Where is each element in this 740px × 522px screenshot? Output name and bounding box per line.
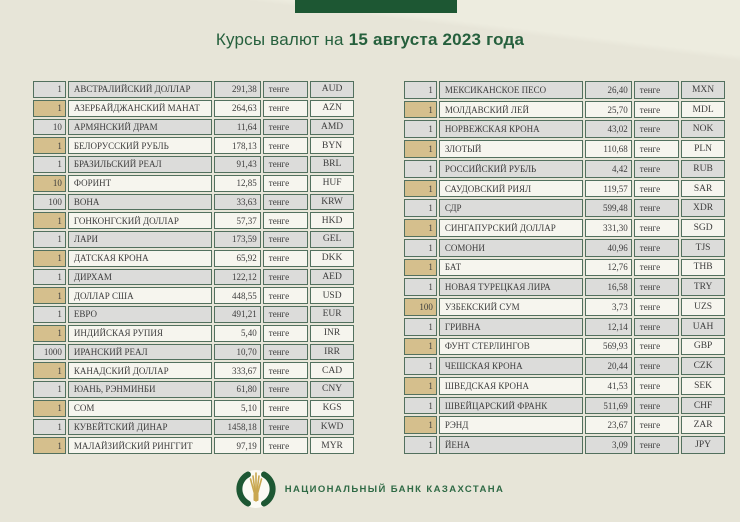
currency-name-cell: БЕЛОРУССКИЙ РУБЛЬ	[68, 137, 212, 154]
currency-name-cell: ШВЕЙЦАРСКИЙ ФРАНК	[439, 397, 583, 415]
currency-code-cell: KWD	[310, 419, 354, 436]
currency-name-cell: АЗЕРБАЙДЖАНСКИЙ МАНАТ	[68, 100, 212, 117]
rate-row	[33, 212, 354, 229]
rate-value-cell: 40,96	[585, 239, 632, 257]
quantity-cell: 1	[33, 250, 66, 267]
rate-row	[404, 318, 725, 336]
rate-row	[404, 160, 725, 178]
rate-value-cell: 331,30	[585, 219, 632, 237]
rate-row	[404, 180, 725, 198]
quantity-cell: 1	[404, 180, 437, 198]
rates-table-right	[402, 79, 727, 456]
rate-value-cell: 291,38	[214, 81, 261, 98]
currency-code-cell: CHF	[681, 397, 725, 415]
currency-name-cell: СДР	[439, 199, 583, 217]
currency-code-cell: THB	[681, 259, 725, 277]
currency-code-cell: AUD	[310, 81, 354, 98]
currency-code-cell: MYR	[310, 437, 354, 454]
currency-code-cell: JPY	[681, 436, 725, 454]
currency-name-cell: ДАТСКАЯ КРОНА	[68, 250, 212, 267]
currency-code-cell: IRR	[310, 344, 354, 361]
currency-name-cell: НОРВЕЖСКАЯ КРОНА	[439, 120, 583, 138]
unit-cell: тенге	[263, 400, 308, 417]
rate-row	[404, 101, 725, 119]
currency-code-cell: UAH	[681, 318, 725, 336]
currency-code-cell: HUF	[310, 175, 354, 192]
rate-row	[33, 306, 354, 323]
quantity-cell: 100	[404, 298, 437, 316]
quantity-cell: 1000	[33, 344, 66, 361]
rate-value-cell: 5,10	[214, 400, 261, 417]
rate-value-cell: 10,70	[214, 344, 261, 361]
rate-row	[33, 137, 354, 154]
rate-value-cell: 122,12	[214, 269, 261, 286]
currency-name-cell: ЗЛОТЫЙ	[439, 140, 583, 158]
currency-code-cell: CNY	[310, 381, 354, 398]
currency-code-cell: SGD	[681, 219, 725, 237]
quantity-cell: 1	[404, 397, 437, 415]
quantity-cell: 1	[404, 101, 437, 119]
unit-cell: тенге	[634, 357, 679, 375]
unit-cell: тенге	[634, 140, 679, 158]
currency-name-cell: РЭНД	[439, 416, 583, 434]
title-date: 15 августа 2023 года	[348, 30, 525, 49]
rate-row	[33, 175, 354, 192]
rate-row	[404, 357, 725, 375]
currency-name-cell: МОЛДАВСКИЙ ЛЕЙ	[439, 101, 583, 119]
footer	[0, 467, 740, 511]
quantity-cell: 1	[33, 156, 66, 173]
rate-row	[33, 287, 354, 304]
currency-code-cell: AMD	[310, 119, 354, 136]
unit-cell: тенге	[263, 175, 308, 192]
rate-row	[404, 81, 725, 99]
quantity-cell: 1	[404, 278, 437, 296]
quantity-cell: 1	[404, 140, 437, 158]
currency-name-cell: ЛАРИ	[68, 231, 212, 248]
quantity-cell: 1	[404, 357, 437, 375]
currency-name-cell: САУДОВСКИЙ РИЯЛ	[439, 180, 583, 198]
currency-code-cell: GBP	[681, 338, 725, 356]
currency-name-cell: ДОЛЛАР США	[68, 287, 212, 304]
quantity-cell: 1	[33, 287, 66, 304]
quantity-cell: 1	[404, 338, 437, 356]
bank-name: НАЦИОНАЛЬНЫЙ БАНК КАЗАХСТАНА	[284, 483, 505, 495]
quantity-cell: 1	[33, 269, 66, 286]
unit-cell: тенге	[634, 81, 679, 99]
currency-code-cell: DKK	[310, 250, 354, 267]
rate-value-cell: 3,73	[585, 298, 632, 316]
currency-name-cell: УЗБЕКСКИЙ СУМ	[439, 298, 583, 316]
unit-cell: тенге	[263, 381, 308, 398]
rate-row	[404, 259, 725, 277]
quantity-cell: 1	[33, 381, 66, 398]
rate-value-cell: 11,64	[214, 119, 261, 136]
unit-cell: тенге	[634, 180, 679, 198]
rate-value-cell: 569,93	[585, 338, 632, 356]
currency-code-cell: UZS	[681, 298, 725, 316]
rate-row	[33, 156, 354, 173]
quantity-cell: 1	[33, 419, 66, 436]
currency-name-cell: БРАЗИЛЬСКИЙ РЕАЛ	[68, 156, 212, 173]
rate-row	[33, 362, 354, 379]
currency-name-cell: ЕВРО	[68, 306, 212, 323]
unit-cell: тенге	[263, 269, 308, 286]
currency-name-cell: ВОНА	[68, 194, 212, 211]
rate-row	[404, 377, 725, 395]
unit-cell: тенге	[634, 377, 679, 395]
quantity-cell: 1	[404, 219, 437, 237]
rate-value-cell: 448,55	[214, 287, 261, 304]
unit-cell: тенге	[263, 194, 308, 211]
unit-cell: тенге	[263, 100, 308, 117]
currency-name-cell: АРМЯНСКИЙ ДРАМ	[68, 119, 212, 136]
quantity-cell: 1	[33, 137, 66, 154]
currency-code-cell: KRW	[310, 194, 354, 211]
currency-code-cell: MXN	[681, 81, 725, 99]
currency-code-cell: NOK	[681, 120, 725, 138]
quantity-cell: 1	[404, 377, 437, 395]
quantity-cell: 1	[404, 318, 437, 336]
rates-table-left	[31, 79, 356, 456]
rate-value-cell: 12,76	[585, 259, 632, 277]
currency-name-cell: ИНДИЙСКАЯ РУПИЯ	[68, 325, 212, 342]
rate-value-cell: 23,67	[585, 416, 632, 434]
unit-cell: тенге	[634, 338, 679, 356]
rate-row	[33, 381, 354, 398]
rate-value-cell: 12,14	[585, 318, 632, 336]
currency-name-cell: АВСТРАЛИЙСКИЙ ДОЛЛАР	[68, 81, 212, 98]
rate-row	[404, 397, 725, 415]
currency-code-cell: BYN	[310, 137, 354, 154]
rate-row	[404, 278, 725, 296]
currency-code-cell: AED	[310, 269, 354, 286]
currency-name-cell: СИНГАПУРСКИЙ ДОЛЛАР	[439, 219, 583, 237]
quantity-cell: 1	[404, 199, 437, 217]
currency-code-cell: TJS	[681, 239, 725, 257]
rate-row	[404, 436, 725, 454]
currency-name-cell: ГРИВНА	[439, 318, 583, 336]
unit-cell: тенге	[634, 436, 679, 454]
quantity-cell: 1	[404, 239, 437, 257]
currency-name-cell: БАТ	[439, 259, 583, 277]
rate-row	[33, 119, 354, 136]
rate-value-cell: 25,70	[585, 101, 632, 119]
rate-row	[33, 250, 354, 267]
rate-value-cell: 264,63	[214, 100, 261, 117]
rate-value-cell: 1458,18	[214, 419, 261, 436]
rate-row	[404, 239, 725, 257]
currency-name-cell: СОМОНИ	[439, 239, 583, 257]
rate-value-cell: 26,40	[585, 81, 632, 99]
unit-cell: тенге	[634, 318, 679, 336]
rate-row	[33, 231, 354, 248]
currency-name-cell: ИРАНСКИЙ РЕАЛ	[68, 344, 212, 361]
unit-cell: тенге	[263, 156, 308, 173]
unit-cell: тенге	[634, 219, 679, 237]
top-accent-bar	[295, 0, 457, 13]
currency-name-cell: СОМ	[68, 400, 212, 417]
currency-name-cell: НОВАЯ ТУРЕЦКАЯ ЛИРА	[439, 278, 583, 296]
rate-value-cell: 33,63	[214, 194, 261, 211]
quantity-cell: 1	[33, 437, 66, 454]
rate-value-cell: 178,13	[214, 137, 261, 154]
currency-name-cell: ЮАНЬ, РЭНМИНБИ	[68, 381, 212, 398]
currency-code-cell: CZK	[681, 357, 725, 375]
rate-value-cell: 91,43	[214, 156, 261, 173]
currency-code-cell: AZN	[310, 100, 354, 117]
rate-value-cell: 12,85	[214, 175, 261, 192]
rate-value-cell: 97,19	[214, 437, 261, 454]
rate-row	[33, 269, 354, 286]
rate-value-cell: 41,53	[585, 377, 632, 395]
currency-code-cell: CAD	[310, 362, 354, 379]
unit-cell: тенге	[263, 344, 308, 361]
quantity-cell: 1	[404, 120, 437, 138]
rate-row	[404, 338, 725, 356]
unit-cell: тенге	[634, 397, 679, 415]
rate-value-cell: 61,80	[214, 381, 261, 398]
currency-code-cell: INR	[310, 325, 354, 342]
currency-code-cell: XDR	[681, 199, 725, 217]
quantity-cell: 1	[33, 362, 66, 379]
rate-row	[33, 194, 354, 211]
quantity-cell: 1	[404, 160, 437, 178]
quantity-cell: 10	[33, 119, 66, 136]
rate-row	[33, 419, 354, 436]
currency-name-cell: ГОНКОНГСКИЙ ДОЛЛАР	[68, 212, 212, 229]
unit-cell: тенге	[263, 137, 308, 154]
unit-cell: тенге	[263, 212, 308, 229]
currency-code-cell: TRY	[681, 278, 725, 296]
currency-name-cell: ЧЕШСКАЯ КРОНА	[439, 357, 583, 375]
rate-row	[33, 81, 354, 98]
quantity-cell: 1	[33, 325, 66, 342]
rate-row	[33, 100, 354, 117]
rate-value-cell: 20,44	[585, 357, 632, 375]
page-title	[0, 30, 740, 50]
bank-emblem-wheat-icon	[236, 469, 276, 509]
currency-code-cell: SEK	[681, 377, 725, 395]
rate-value-cell: 57,37	[214, 212, 261, 229]
unit-cell: тенге	[263, 437, 308, 454]
unit-cell: тенге	[634, 160, 679, 178]
unit-cell: тенге	[263, 231, 308, 248]
rate-value-cell: 173,59	[214, 231, 261, 248]
rate-value-cell: 3,09	[585, 436, 632, 454]
currency-name-cell: РОССИЙСКИЙ РУБЛЬ	[439, 160, 583, 178]
rate-value-cell: 4,42	[585, 160, 632, 178]
currency-code-cell: BRL	[310, 156, 354, 173]
quantity-cell: 1	[33, 231, 66, 248]
currency-code-cell: PLN	[681, 140, 725, 158]
rate-value-cell: 599,48	[585, 199, 632, 217]
unit-cell: тенге	[263, 250, 308, 267]
quantity-cell: 1	[33, 306, 66, 323]
rate-value-cell: 43,02	[585, 120, 632, 138]
quantity-cell: 1	[404, 259, 437, 277]
quantity-cell: 1	[33, 212, 66, 229]
rate-row	[33, 437, 354, 454]
unit-cell: тенге	[634, 278, 679, 296]
rate-value-cell: 16,58	[585, 278, 632, 296]
currency-code-cell: KGS	[310, 400, 354, 417]
rate-row	[33, 400, 354, 417]
quantity-cell: 1	[33, 100, 66, 117]
rate-row	[404, 298, 725, 316]
quantity-cell: 1	[33, 400, 66, 417]
quantity-cell: 1	[404, 81, 437, 99]
rate-row	[404, 219, 725, 237]
unit-cell: тенге	[263, 325, 308, 342]
currency-name-cell: ФОРИНТ	[68, 175, 212, 192]
currency-code-cell: USD	[310, 287, 354, 304]
rate-value-cell: 110,68	[585, 140, 632, 158]
currency-name-cell: КАНАДСКИЙ ДОЛЛАР	[68, 362, 212, 379]
quantity-cell: 100	[33, 194, 66, 211]
rate-value-cell: 511,69	[585, 397, 632, 415]
currency-code-cell: HKD	[310, 212, 354, 229]
currency-code-cell: ZAR	[681, 416, 725, 434]
unit-cell: тенге	[634, 259, 679, 277]
rate-row	[404, 416, 725, 434]
unit-cell: тенге	[634, 298, 679, 316]
unit-cell: тенге	[634, 199, 679, 217]
quantity-cell: 1	[404, 436, 437, 454]
unit-cell: тенге	[263, 306, 308, 323]
unit-cell: тенге	[634, 416, 679, 434]
rate-row	[404, 140, 725, 158]
unit-cell: тенге	[263, 119, 308, 136]
currency-name-cell: ЙЕНА	[439, 436, 583, 454]
currency-name-cell: ФУНТ СТЕРЛИНГОВ	[439, 338, 583, 356]
rate-row	[33, 325, 354, 342]
unit-cell: тенге	[263, 81, 308, 98]
rate-value-cell: 119,57	[585, 180, 632, 198]
unit-cell: тенге	[634, 120, 679, 138]
title-prefix: Курсы валют на	[215, 30, 344, 49]
rate-value-cell: 5,40	[214, 325, 261, 342]
rate-value-cell: 491,21	[214, 306, 261, 323]
currency-name-cell: ШВЕДСКАЯ КРОНА	[439, 377, 583, 395]
currency-code-cell: EUR	[310, 306, 354, 323]
unit-cell: тенге	[634, 101, 679, 119]
unit-cell: тенге	[634, 239, 679, 257]
unit-cell: тенге	[263, 419, 308, 436]
quantity-cell: 10	[33, 175, 66, 192]
quantity-cell: 1	[404, 416, 437, 434]
currency-code-cell: GEL	[310, 231, 354, 248]
currency-code-cell: RUB	[681, 160, 725, 178]
quantity-cell: 1	[33, 81, 66, 98]
currency-name-cell: МАЛАЙЗИЙСКИЙ РИНГГИТ	[68, 437, 212, 454]
currency-name-cell: КУВЕЙТСКИЙ ДИНАР	[68, 419, 212, 436]
unit-cell: тенге	[263, 287, 308, 304]
rate-row	[404, 199, 725, 217]
currency-code-cell: SAR	[681, 180, 725, 198]
rate-row	[404, 120, 725, 138]
rate-row	[33, 344, 354, 361]
currency-name-cell: МЕКСИКАНСКОЕ ПЕСО	[439, 81, 583, 99]
currency-code-cell: MDL	[681, 101, 725, 119]
currency-name-cell: ДИРХАМ	[68, 269, 212, 286]
unit-cell: тенге	[263, 362, 308, 379]
rate-value-cell: 333,67	[214, 362, 261, 379]
rate-value-cell: 65,92	[214, 250, 261, 267]
